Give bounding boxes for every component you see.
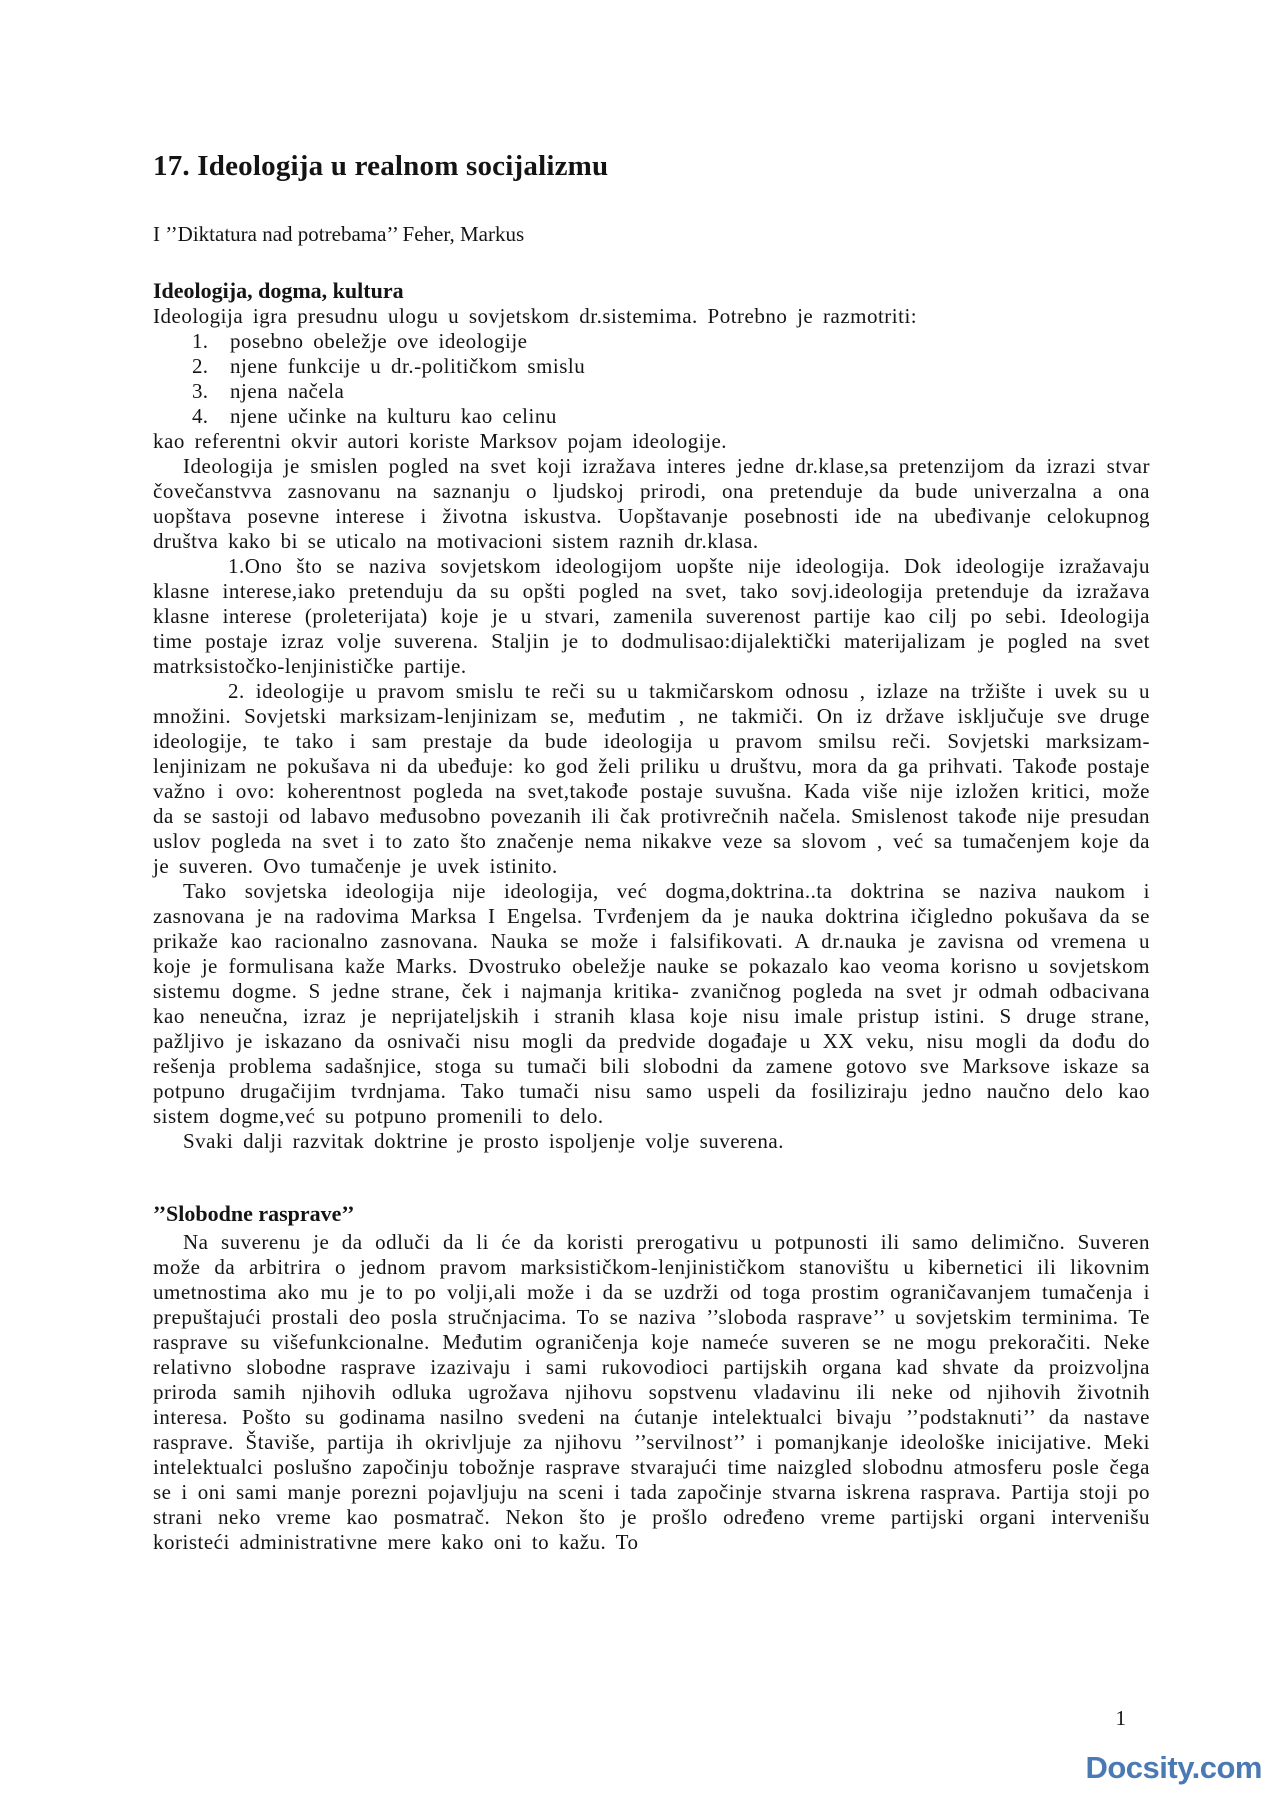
list-item-number: 4. bbox=[192, 404, 209, 428]
paragraph: Tako sovjetska ideologija nije ideologija, već dogma,doktrina..ta doktrina se naziva naukom i zasnovana je na radovima Marksa I Engelsa. Tvrđenjem da je nauka doktrina ičigledno pokušava da se prikaže kao racionalno zasnovana. Nauka se može i falsifikovati. A dr.nauka je zavisna od vremena u koje je formulisana kaže Marks. Dvostruko obeležje nauke se pokazalo kao veoma korisno u sovjetskom sistemu dogme. S jedne strane, ček i najmanja kritika- zvaničnog pogleda na svet jr odmah odbacivana kao neneučna, izraz je neprijateljskih i stranih klasa koje nisu imale pristup istini. S druge strane, pažljivo je iskazano da osnivači nisu mogli da predvide događaje u XX veku, nisu mogli da dođu do rešenja problema sadašnjice, stoga su tumači bili slobodni da zamene gotovo sve Marksove iskaze sa potpuno drugačijim tvrdnjama. Tako tumači nisu samo uspeli da fosiliziraju jedno naučno delo kao sistem dogme,već su potpuno promenili to delo. bbox=[153, 879, 1150, 1128]
list-item-text: njene učinke na kulturu kao celinu bbox=[230, 404, 557, 428]
page-number: 1 bbox=[1115, 1706, 1126, 1730]
docsity-watermark-link[interactable]: Docsity.com bbox=[1085, 1750, 1262, 1785]
paragraph: 1.Ono što se naziva sovjetskom ideologijom uopšte nije ideologija. Dok ideologije izražavaju klasne interese,iako pretenduju da su opšti pogled na svet, tako sovj.ideologija pretenduje da izražava klasne interese (proleterijata) koje je u stvari, zamenila suverenost partije kao cilj po sebi. Ideologija time postaje izraz volje suverena. Staljin je to dodmulisao:dijalektički materijalizam je pogled na svet matrksistočko-lenjinističke partije. bbox=[153, 554, 1150, 678]
list-item-text: njene funkcije u dr.-političkom smislu bbox=[230, 354, 586, 378]
section-heading-slobodne-rasprave: ’’Slobodne rasprave’’ bbox=[153, 1201, 355, 1226]
paragraph: Na suverenu je da odluči da li će da koristi prerogativu u potpunosti ili samo delimično. Suveren može da arbitrira o jednom pravom marksističkom-lenjinističkom stanovištu u kibernetici ili likovnim umetnostima ako mu je to po volji,ali može i da se uzdrži od toga prostim ograničavanjem tumačenja i prepuštajući prostali deo posla stručnjacima. To se naziva ’’sloboda rasprave’’ u sovjetskim terminima. Te rasprave su višefunkcionalne. Međutim ograničenja koje nameće suveren se ne mogu prekoračiti. Neke relativno slobodne rasprave izazivaju i sami rukovodioci partijskih organa kad shvate da proizvoljna priroda samih njihovih odluka ugrožava njihovu sopstvenu vladavinu ili neke od njihovih životnih interesa. Pošto su godinama nasilno svedeni na ćutanje intelektualci bivaju ’’podstaknuti’’ da nastave rasprave. Štaviše, partija ih okrivljuje za njihovu ’’servilnost’’ i pomanjkanje ideološke inicijative. Meki intelektualci poslušno započinju tobožnje rasprave stvarajući time naizgled slobodnu atmosferu posle čega se i oni sami manje porezni pojavljuju na sceni i tada započinje stvarna iskrena rasprava. Partija stoji po strani neko vreme kao posmatrač. Nekon što je prošlo određeno vreme partijski organi intervenišu koristeći administrativne mere kako oni to kažu. To bbox=[153, 1230, 1150, 1554]
list-item-number: 2. bbox=[192, 354, 209, 378]
section-heading-ideologija-dogma-kultura: Ideologija, dogma, kultura bbox=[153, 278, 404, 303]
section-1-body bbox=[153, 304, 1150, 1154]
list-item-number: 3. bbox=[192, 379, 209, 403]
page-title: 17. Ideologija u realnom socijalizmu bbox=[153, 150, 609, 182]
list-item bbox=[153, 354, 1150, 379]
doc-subtitle: I ’’Diktatura nad potrebama’’ Feher, Markus bbox=[153, 222, 525, 246]
section-2-body bbox=[153, 1230, 1150, 1555]
intro-line: Ideologija igra presudnu ulogu u sovjetskom dr.sistemima. Potrebno je razmotriti: bbox=[153, 304, 918, 328]
list-item bbox=[153, 404, 1150, 429]
paragraph: Svaki dalji razvitak doktrine je prosto ispoljenje volje suverena. bbox=[183, 1129, 784, 1153]
paragraph: 2. ideologije u pravom smislu te reči su u takmičarskom odnosu , izlaze na tržište i uvek su u množini. Sovjetski marksizam-lenjinizam se, međutim , ne takmiči. On iz države isključuje sve druge ideologije, te tako i sam prestaje da bude ideologija u pravom smilsu reči. Sovjetski marksizam-lenjinizam ne pokušava ni da ubeđuje: ko god želi priliku u društvu, mora da ga prihvati. Takođe postaje važno i ovo: koherentnost pogleda na svet,takođe postaje suvušna. Kada više nije izložen kritici, može da se sastoji od labavo međusobno povezanih ili čak protivrečnih načela. Smislenost takođe nije presudan uslov pogleda na svet i to zato što značenje nema nikakve veze sa slovom , već sa tumačenjem koje da je suveren. Ovo tumačenje je uvek istinito. bbox=[153, 679, 1151, 878]
list-item-number: 1. bbox=[192, 329, 209, 353]
list-item-text: njena načela bbox=[230, 379, 345, 403]
list-item-text: posebno obeležje ove ideologije bbox=[230, 329, 528, 353]
list-item bbox=[153, 329, 1150, 354]
paragraph: Ideologija je smislen pogled na svet koji izražava interes jedne dr.klase,sa pretenzijom da izrazi stvar čovečanstvva zasnovanu na saznanju o ljudskoj prirodi, ona pretenduje da bude univerzalna a ona uopštava posevne interese i životna iskustva. Uopštavanje posebnosti ide na ubeđivanje celokupnog društva kako bi se uticalo na motivacioni sistem raznih dr.klasa. bbox=[153, 454, 1150, 553]
list-item bbox=[153, 379, 1150, 404]
ordered-list bbox=[153, 329, 1150, 429]
list-followup-line: kao referentni okvir autori koriste Marksov pojam ideologije. bbox=[153, 429, 728, 453]
